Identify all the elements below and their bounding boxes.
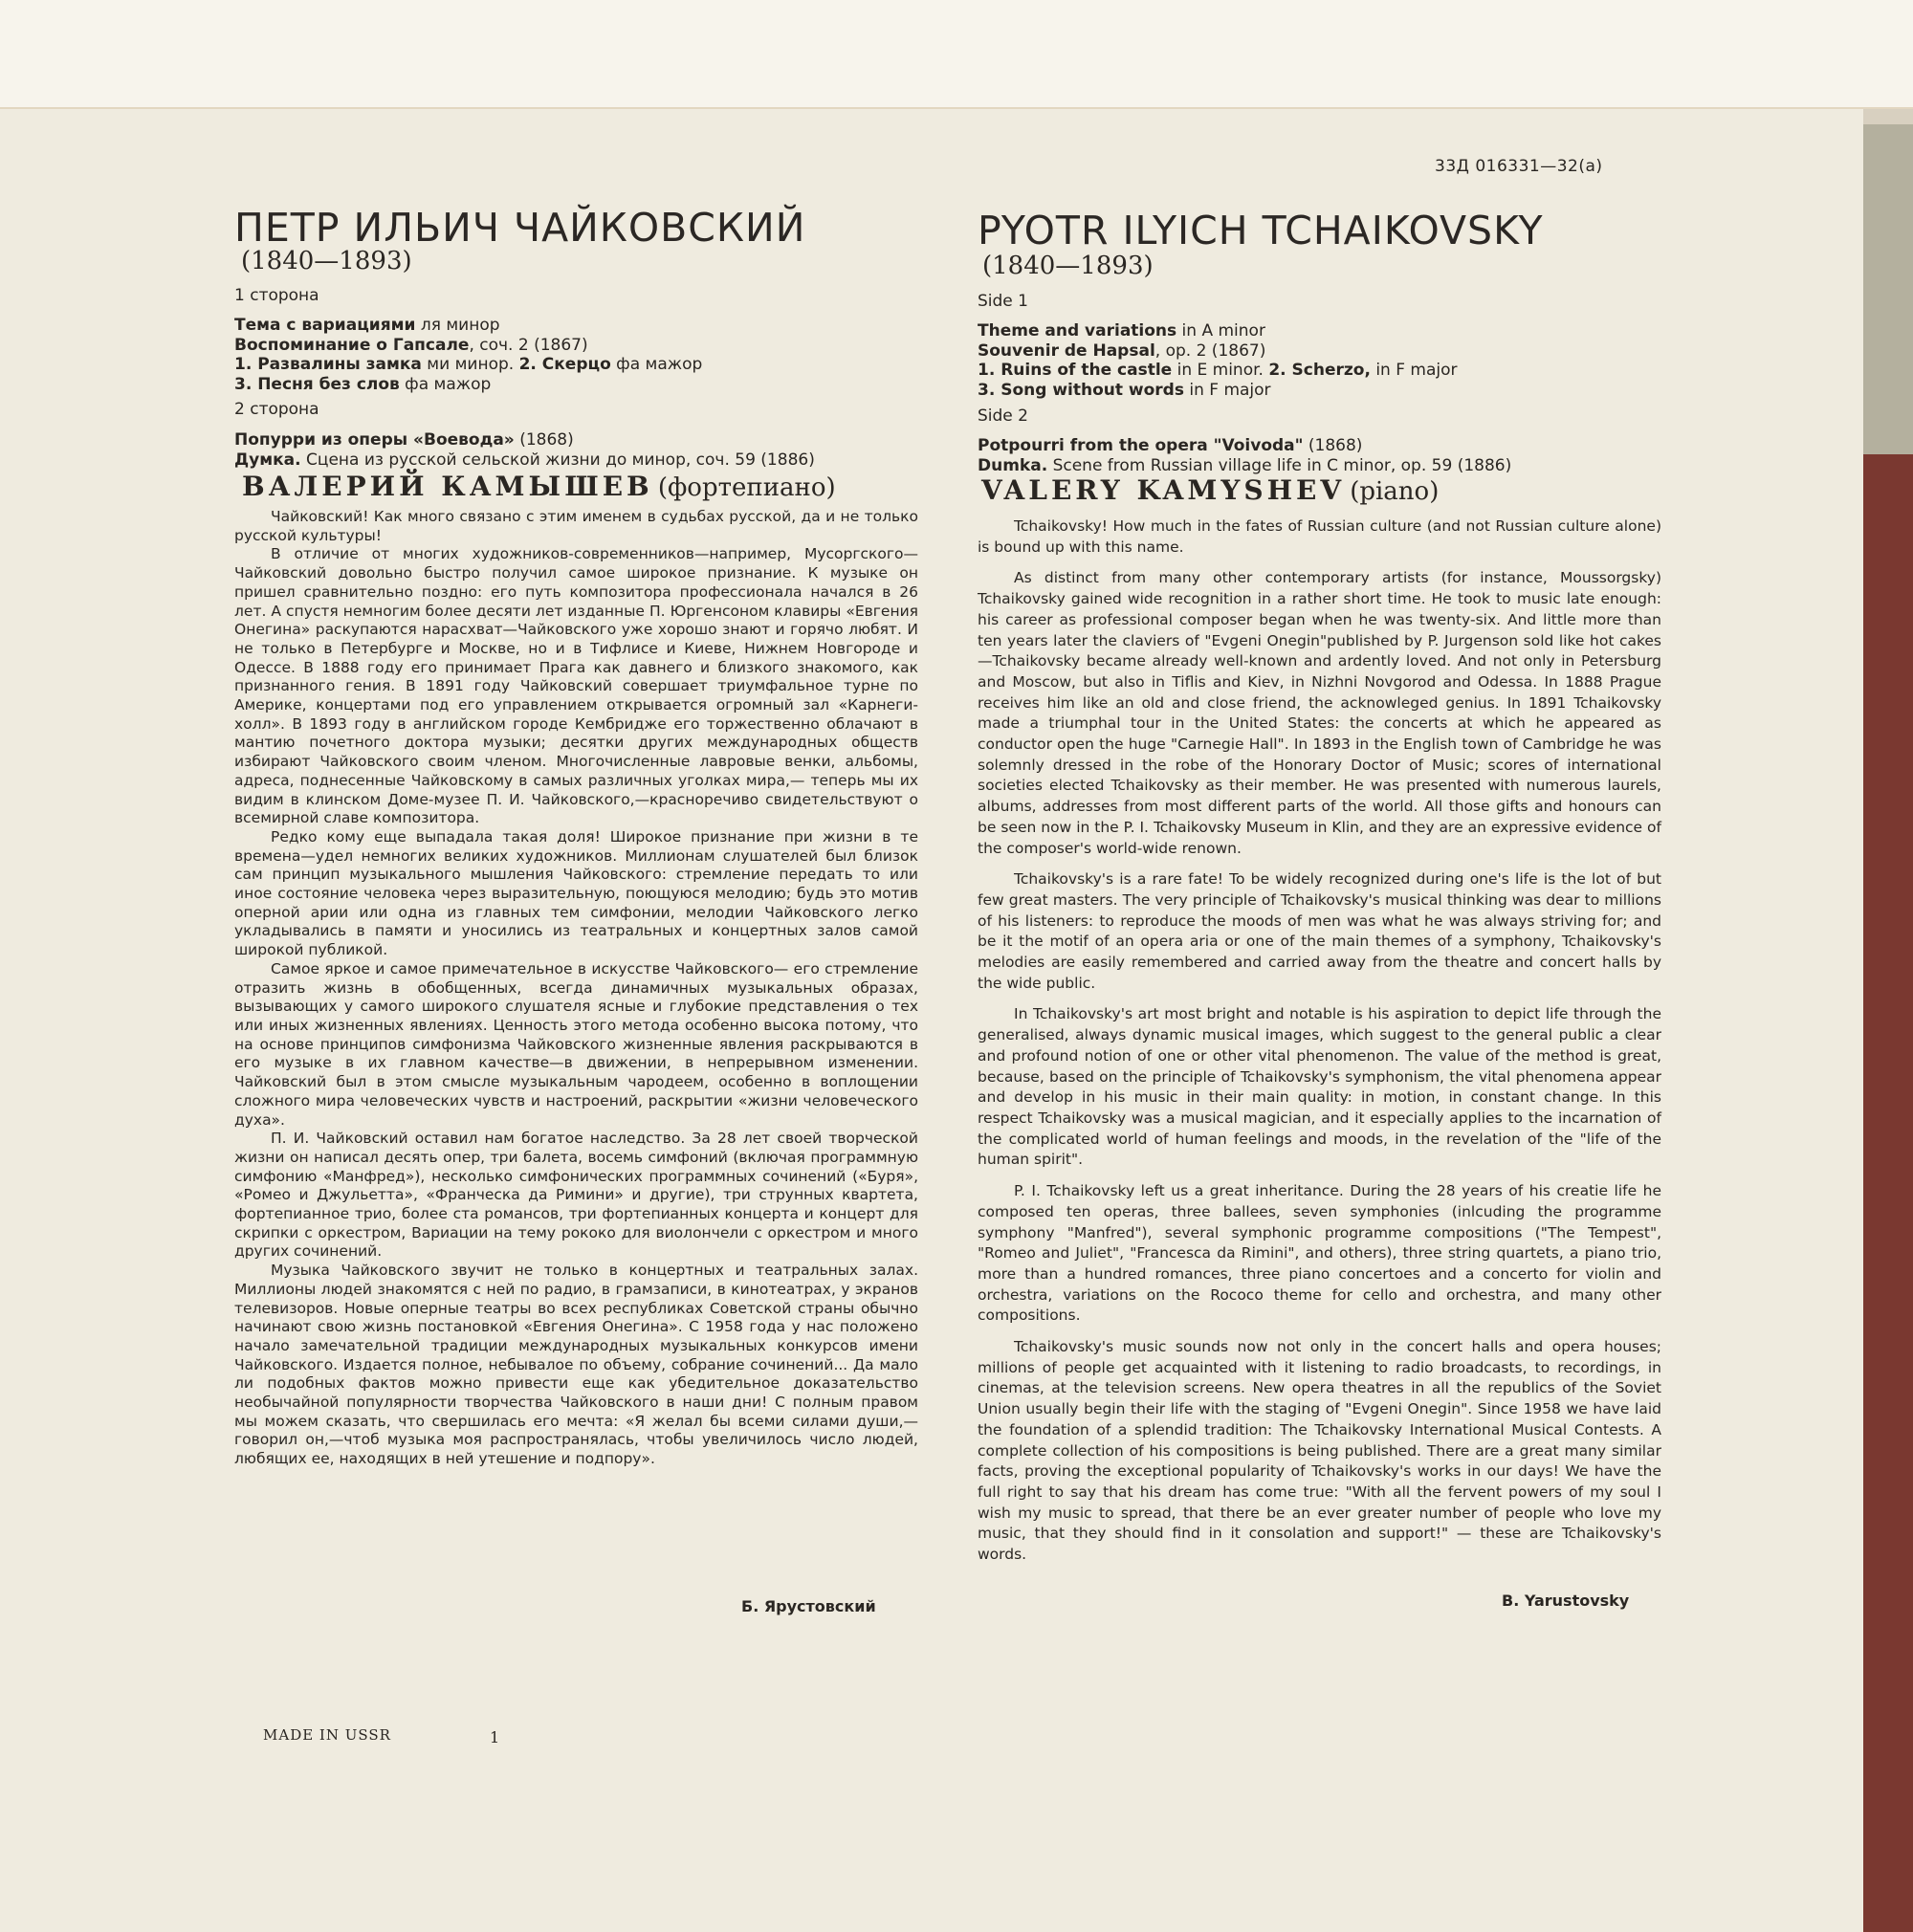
essay-paragraph: П. И. Чайковский оставил нам богатое наследство. За 28 лет своей творческой жизни он написал десять опер, три балета, восемь симфоний (включая программную симфонию «Манфред»), несколько симфонических программных сочинений («Буря», «Ромео и Джульетта», «Франческа да Римини» и другие), три струнных квартета, фортепианное трио, более ста романсов, три фортепианных концерта и концерт для скрипки с оркестром, Вариации на тему рококо для виолончели с оркестром и много других сочинений.	[234, 1130, 918, 1261]
essay-paragraph: Tchaikovsky's is a rare fate! To be widely recognized during one's life is the lot of but few great masters. The very principle of Tchaikovsky's musical thinking was dear to millions of his listeners: to reproduce the moods of men was what he was always striving for; and be it the motif of an opera aria or one of the main themes of a symphony, Tchaikovsky's melodies are easily remembered and carried away from the theatre and concert halls by the wide public.	[978, 870, 1661, 992]
essay-paragraph: In Tchaikovsky's art most bright and notable is his aspiration to depict life through the generalised, always dynamic musical images, which suggest to the general public a clear and profound notion of one or other vital phenomenon. The value of the method is great, because, based on the principle of Tchaikovsky's symphonism, the vital phenomena appear and develop in his music in their main quality: in motion, in constant change. In this respect Tchaikovsky was a musical magician, and it especially applies to the incarnation of the complicated world of human feelings and moods, in the revelation of the "life of the human spirit".	[978, 1005, 1661, 1169]
performer-ru	[242, 471, 836, 502]
gray-spine-band	[1863, 124, 1913, 454]
track-line	[978, 361, 1458, 381]
track-title: Dumka.	[978, 455, 1048, 475]
essay-ru	[234, 508, 918, 1469]
track-detail: Сцена из русской сельской жизни до минор, соч. 59 (1886)	[300, 450, 815, 470]
track-detail: Scene from Russian village life in C minor, op. 59 (1886)	[1047, 455, 1512, 475]
performer-name-ru: ВАЛЕРИЙ КАМЫШЕВ	[242, 471, 653, 502]
track-title: Тема с вариациями	[234, 316, 416, 335]
side2-tracks-ru	[234, 430, 815, 470]
track-detail: (1868)	[1303, 436, 1363, 455]
track-title: 3. Песня без слов	[234, 374, 400, 394]
composer-title-en: PYOTR ILYICH TCHAIKOVSKY	[978, 208, 1544, 253]
performer-name-en: VALERY KAMYSHEV	[981, 474, 1346, 506]
track-line	[234, 375, 702, 395]
essay-paragraph: Музыка Чайковского звучит не только в концертных и театральных залах. Миллионы людей знакомятся с ней по радио, в грамзаписи, в кинотеатрах, у экранов телевизоров. Новые оперные театры во всех республиках Советской страны обычно начинают свою жизнь постановкой «Евгения Онегина». С 1958 года у нас положено начало замечательной традиции международных музыкальных конкурсов имени Чайковского. Издается полное, небывалое по объему, собрание сочинений... Да мало ли подобных фактов можно привести еще как убедительное доказательство необычайной популярности творчества Чайковского в наши дни! С полным правом мы можем сказать, что свершилась его мечта: «Я желал бы всеми силами души,—говорил он,—чтоб музыка моя распространялась, чтобы увеличилось число людей, любящих ее, находящих в ней утешение и подпору».	[234, 1262, 918, 1468]
side2-label-en: Side 2	[978, 406, 1028, 426]
track-detail: in A minor	[1176, 321, 1265, 340]
track-detail: фа мажор	[610, 355, 703, 374]
track-line	[978, 456, 1511, 476]
track-line	[978, 381, 1458, 401]
side1-label-ru: 1 сторона	[234, 286, 319, 305]
track-detail: , op. 2 (1867)	[1154, 340, 1266, 361]
catalog-number: 33Д 016331—32(а)	[1435, 157, 1603, 176]
track-title: Souvenir de Hapsal	[978, 340, 1155, 361]
track-title: Воспоминание о Гапсале	[234, 335, 470, 355]
author-signature-ru: Б. Ярустовский	[741, 1597, 876, 1615]
page-number: 1	[490, 1728, 500, 1746]
track-detail: фа мажор	[399, 374, 492, 394]
author-signature-en: B. Yarustovsky	[1502, 1592, 1630, 1610]
composer-dates-en: (1840—1893)	[982, 252, 1154, 280]
essay-paragraph: P. I. Tchaikovsky left us a great inheritance. During the 28 years of his creatie life he composed ten operas, three ballees, seven symphonies (inlcuding the programme symphony "Manfred"), several symphonic programme compositions ("The Tempest", "Romeo and Juliet", "Francesca da Rimini", and others), three string quartets, a piano trio, more than a hundred romances, three piano concertoes and a concerto for violin and orchestra, variations on the Rococo theme for cello and orchestra, and many other compositions.	[978, 1182, 1661, 1325]
essay-paragraph: As distinct from many other contemporary artists (for instance, Moussorgsky) Tchaikovsky gained wide recognition in a rather short time. He took to music late enough: his career as professional composer began when he was twenty-six. And little more than ten years later the claviers of "Evgeni Onegin"published by P. Jurgenson sold like hot cakes—Tchaikovsky became already well-known and ardently loved. And not only in Petersburg and Moscow, but also in Tiflis and Kiev, in Nizhni Novgorod and Odessa. In 1888 Prague receives him like an old and close friend, the acknowleged genius. In 1891 Tchaikovsky made a triumphal tour in the United States: the concerts at which he appeared as conductor open the huge "Carnegie Hall". In 1893 in the English town of Cambridge he was solemnly dressed in the robe of the Honorary Doctor of Music; scores of international societies elected Tchaikovsky as their member. He was presented with numerous laurels, albums, addresses from most different parts of the world. All those gifts and honours can be seen now in the P. I. Tchaikovsky Museum in Klin, and they are an expressive evidence of the composer's world-wide renown.	[978, 569, 1661, 857]
performer-instrument-en: (piano)	[1350, 477, 1440, 506]
composer-title-ru: ПЕТР ИЛЬИЧ ЧАЙКОВСКИЙ	[234, 205, 806, 251]
track-title: Potpourri from the opera "Voivoda"	[978, 436, 1304, 455]
track-title: Попурри из оперы «Воевода»	[234, 430, 515, 450]
track-title: Theme and variations	[978, 321, 1177, 340]
track-detail: in E minor.	[1172, 361, 1269, 380]
edge-strip	[1863, 109, 1913, 124]
essay-en	[978, 516, 1661, 1576]
track-title: 3. Song without words	[978, 380, 1184, 400]
track-detail: ми минор.	[421, 355, 519, 374]
side1-label-en: Side 1	[978, 292, 1028, 311]
side2-tracks-en	[978, 436, 1511, 475]
essay-paragraph: Чайковский! Как много связано с этим именем в судьбах русской, да и не только русской культуры!	[234, 508, 918, 544]
track-title: 1. Ruins of the castle	[978, 361, 1173, 380]
performer-instrument-ru: (фортепиано)	[657, 473, 836, 502]
track-detail: , соч. 2 (1867)	[469, 335, 588, 355]
track-detail: (1868)	[514, 430, 574, 450]
track-line	[234, 336, 702, 356]
track-title: Думка.	[234, 450, 301, 470]
essay-paragraph: Tchaikovsky's music sounds now not only in the concert halls and opera houses; millions of people get acquainted with it listening to radio broadcasts, to recordings, in cinemas, at the television screens. New opera theatres in all the republics of the Soviet Union usually begin their life with the staging of "Evgeni Onegin". Since 1958 we have laid the foundation of a splendid tradition: The Tchaikovsky International Musical Contests. A complete collection of his compositions is being published. There are a great many similar facts, proving the exceptional popularity of Tchaikovsky's works in our days! We have the full right to say that his dream has come true: "With all the fervent powers of my soul I wish my music to spread, that there be an ever greater number of people who love my music, that they should find in it consolation and support!" — these are Tchaikovsky's words.	[978, 1338, 1661, 1564]
side1-tracks-ru	[234, 316, 702, 394]
track-detail: in F major	[1183, 380, 1271, 400]
essay-paragraph: Tchaikovsky! How much in the fates of Russian culture (and not Russian culture alone) is bound up with this name.	[978, 517, 1661, 556]
track-detail: in F major	[1370, 361, 1458, 380]
top-edge	[0, 0, 1913, 109]
track-title: 1. Развалины замка	[234, 355, 422, 374]
side1-tracks-en	[978, 321, 1458, 400]
track-line	[978, 321, 1458, 341]
essay-paragraph: В отличие от многих художников-современников—например, Мусоргского—Чайковский довольно быстро получил самое широкое признание. К музыке он пришел сравнительно поздно: его путь композитора профессионала начался в 26 лет. А спустя немногим более десяти лет изданные П. Юргенсоном клавиры «Евгения Онегина» раскупаются нарасхват—Чайковского уже хорошо знают и горячо любят. И не только в Петербурге и Москве, но и в Тифлисе и Киеве, Нижнем Новгороде и Одессе. В 1888 году его принимает Прага как давнего и близкого знакомого, как признанного гения. В 1891 году Чайковский совершает триумфальное турне по Америке, концертами под его управлением открывается огромный зал «Карнеги-холл». В 1893 году в английском городе Кембридже его торжественно облачают в мантию почетного доктора музыки; десятки других международных обществ избирают Чайковского своим членом. Многочисленные лавровые венки, альбомы, адреса, поднесенные Чайковскому в самых различных уголках мира,— теперь мы их видим в клинском Доме-музее П. И. Чайковского,—красноречиво свидетельствуют о всемирной славе композитора.	[234, 545, 918, 827]
track-line	[234, 316, 702, 336]
essay-paragraph: Самое яркое и самое примечательное в искусстве Чайковского— его стремление отразить жизнь в обобщенных, всегда динамичных музыкальных образах, вызывающих у самого широкого слушателя ясные и глубокие представления о тех или иных жизненных явлениях. Ценность этого метода особенно высока потому, что на основе принципов симфонизма Чайковского жизненные явления раскрываются в его музыке в их главном качестве—в движении, в непрерывном изменении. Чайковский был в этом смысле музыкальным чародеем, особенно в воплощении сложного мира человеческих чувств и настроений, раскрытии «жизни человеческого духа».	[234, 959, 918, 1129]
track-line	[978, 436, 1511, 456]
side2-label-ru: 2 сторона	[234, 400, 319, 419]
performer-en	[981, 474, 1439, 506]
track-line	[234, 430, 815, 450]
composer-dates-ru: (1840—1893)	[241, 247, 412, 275]
track-detail: ля минор	[415, 316, 500, 335]
track-title: 2. Scherzo,	[1268, 361, 1371, 380]
red-spine-band	[1863, 454, 1913, 1932]
made-in-ussr: MADE IN USSR	[263, 1726, 391, 1744]
track-line	[234, 450, 815, 471]
track-title: 2. Скерцо	[518, 355, 611, 374]
track-line	[978, 341, 1458, 362]
track-line	[234, 355, 702, 375]
essay-paragraph: Редко кому еще выпадала такая доля! Широкое признание при жизни в те времена—удел немногих великих художников. Миллионам слушателей был близок сам принцип музыкального мышления Чайковского: стремление передать то или иное состояние человека через выразительную, поющуюся мелодию; будь это мотив оперной арии или одна из главных тем симфонии, мелодии Чайковского легко укладывались в памяти и уносились из театральных и концертных залов самой широкой публикой.	[234, 827, 918, 959]
